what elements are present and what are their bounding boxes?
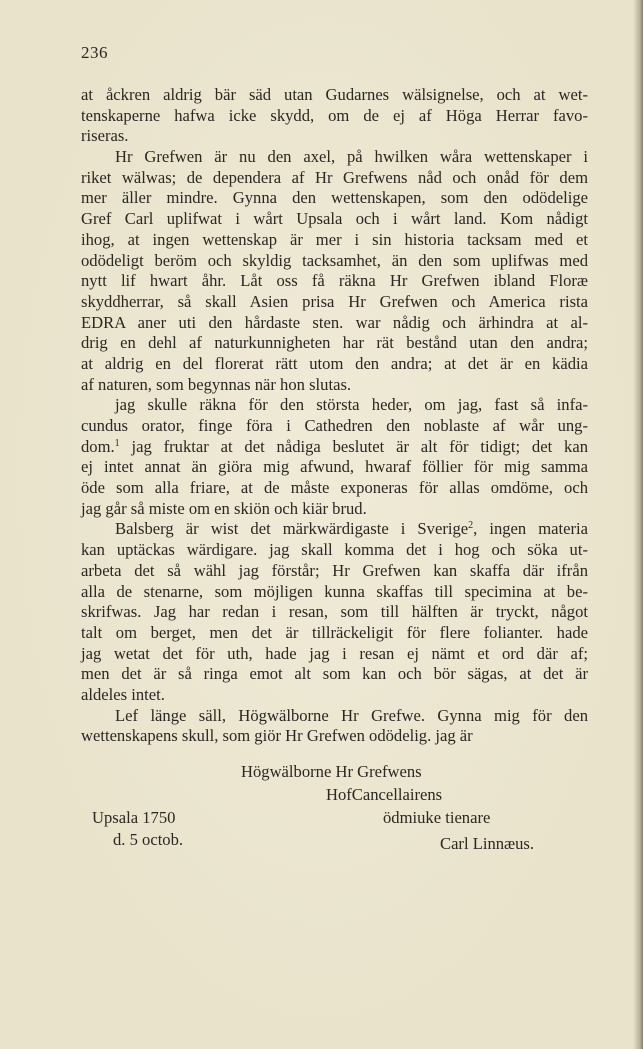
text-line: ej intet annat än giöra mig afwund, hwaraf föllier för mig samma: [81, 457, 588, 477]
salutation-line: Högwälborne Hr Grefwens: [241, 762, 422, 781]
humble-servant: ödmiuke tienare: [383, 808, 491, 827]
text-line: Lef länge säll, Högwälborne Hr Grefwe. Gynna mig för den: [115, 705, 588, 725]
text-line: cundus orator, finge föra i Cathedren den noblaste af wår ung-: [81, 416, 588, 435]
text-line: öde som alla friare, at de måste exponeras för allas omdöme, och: [81, 478, 588, 498]
text-line: tenskaperne hafwa icke skydd, om de ej af Höga Herrar favo-: [81, 105, 588, 125]
text-line: [81, 437, 588, 458]
place-date: Upsala 1750: [92, 808, 176, 827]
text-line: arbeta det så wähl jag förstår; Hr Grefwen kan skaffa där ifrån: [81, 560, 588, 580]
text-fragment: jag fruktar at det nådiga beslutet är alt för tidigt; det kan: [119, 436, 588, 456]
text-line: [81, 519, 588, 540]
text-fragment: Balsberg är wist det märkwärdigaste i Sverige: [115, 519, 469, 539]
text-line: at aldrig en del florerat rätt utom den andra; at det är en kädia: [81, 353, 588, 373]
text-line: talt om berget, men det är tillräckeligit för flere folianter. hade: [81, 622, 588, 642]
text-line: mer äller mindre. Gynna den wettenskapen, som den odödelige: [81, 188, 588, 208]
letter-body: [81, 85, 588, 747]
text-line: Hr Grefwen är nu den axel, på hwilken wåra wettenskaper i: [115, 147, 588, 167]
page-edge-shadow: [633, 0, 643, 1049]
page-number: 236: [81, 43, 108, 62]
text-line: jag skulle räkna för den största heder, om jag, fast så infa-: [115, 395, 588, 415]
text-line: at åckren aldrig bär säd utan Gudarnes wälsignelse, och at wet-: [81, 85, 588, 104]
text-line: jag wetat det för uth, hade jag i resan ej nämt et ord där af;: [81, 643, 588, 663]
text-line: men det är så ringa emot alt som kan och bör sägas, at det är: [81, 664, 588, 684]
text-line: skyddherrar, så skall Asien prisa Hr Grefwen och America rista: [81, 291, 588, 311]
salutation-title: HofCancellairens: [326, 785, 443, 804]
signature: Carl Linnæus.: [440, 834, 535, 853]
text-line: kan uptäckas wärdigare. jag skall komma det i hog och söka ut-: [81, 540, 588, 560]
text-line: riket wälwas; de dependera af Hr Grefwens nåd och onåd för dem: [81, 167, 588, 187]
text-line: nytt lif hwart åhr. Låt oss få räkna Hr Grefwen ibland Floræ: [81, 271, 588, 291]
text-fragment: dom.: [81, 436, 115, 456]
footnote-ref: 2: [468, 520, 474, 532]
text-line: Gref Carl uplifwat i wårt Upsala och i wårt land. Kom nådigt: [81, 209, 588, 229]
text-line: jag går så miste om en skiön och kiär brud.: [81, 498, 367, 518]
text-line: skrifwas. Jag har redan i resan, som till hälften är tryckt, något: [81, 602, 588, 622]
text-line: aldeles intet.: [81, 684, 165, 704]
text-line: riseras.: [81, 126, 129, 146]
text-line: EDRA aner uti den hårdaste sten. war nådig och ärhindra at al-: [81, 312, 588, 332]
text-line: ihog, at ingen wettenskap är mer i sin historia tacksam med et: [81, 229, 588, 249]
text-fragment: , ingen materia: [473, 519, 589, 539]
letter-day: d. 5 octob.: [113, 830, 184, 849]
text-line: af naturen, som begynnas när hon slutas.: [81, 374, 352, 394]
text-line: odödeligt beröm och skyldig tacksamhet, än den som uplifwas med: [81, 250, 588, 270]
text-line: alla de stenarne, som möjligen kunna skaffas till specimina at be-: [81, 581, 588, 601]
text-line: drig en dehl af naturkunnigheten har rät bestånd utan den andra;: [81, 333, 588, 353]
footnote-ref: 1: [114, 437, 120, 449]
text-line: wettenskapens skull, som giör Hr Grefwen odödelig. jag är: [81, 726, 473, 746]
